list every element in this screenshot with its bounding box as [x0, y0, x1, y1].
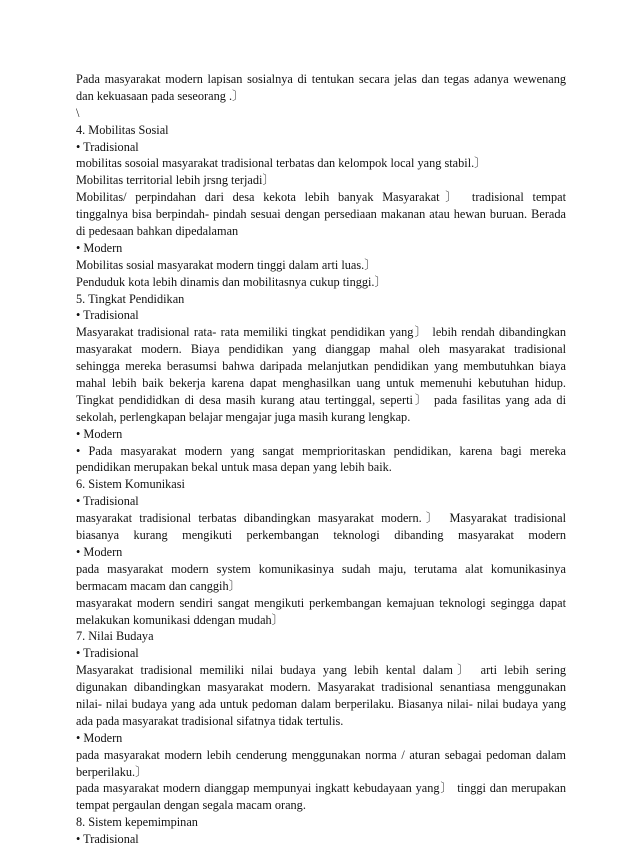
text-line: bermacam macam dan canggih〕 — [76, 578, 241, 593]
text-line: mobilitas sosoial masyarakat tradisional terbatas dan kelompok local yang stabil.〕 — [76, 156, 487, 171]
bullet-item: • Pada masyarakat modern yang sangat memprioritaskan pendidikan, karena bagi mereka — [76, 443, 566, 458]
text-line: mahal lebih baik bekerja karena dapat menghasilkan uang untuk memenuhi kebutuhan hidup. — [76, 376, 566, 391]
text-line: sekolah, perlengkapan belajar mengajar juga masih kurang lengkap. — [76, 409, 411, 424]
text-line: tempat pergaulan dengan segala macam orang. — [76, 798, 306, 813]
text-line: pada masyarakat modern lebih cenderung menggunakan norma / aturan sebagai pedoman dalam — [76, 747, 566, 762]
section-heading: 4. Mobilitas Sosial — [76, 122, 169, 137]
text-line: masyarakat modern. Biaya pendidikan yang dianggap mahal oleh masyarakat tradisional — [76, 342, 566, 357]
document-page — [76, 71, 566, 848]
text-line: sehingga mereka berasumsi bahwa daripada melanjutkan pendidikan yang membutuhkan biaya — [76, 359, 566, 374]
bullet-item: • Modern — [76, 426, 123, 441]
bullet-item: • Modern — [76, 730, 123, 745]
text-line: masyarakat tradisional terbatas dibandingkan masyarakat modern.〕 Masyarakat tradisional — [76, 511, 566, 526]
section-heading: 7. Nilai Budaya — [76, 629, 154, 644]
text-line: \ — [76, 105, 80, 120]
text-line: masyarakat modern sendiri sangat mengikuti perkembangan kemajuan teknologi segingga dapat — [76, 595, 566, 610]
bullet-item: • Tradisional — [76, 832, 139, 847]
text-line: berperilaku.〕 — [76, 764, 148, 779]
bullet-item: • Tradisional — [76, 308, 139, 323]
text-line: Penduduk kota lebih dinamis dan mobilitasnya cukup tinggi.〕 — [76, 274, 387, 289]
text-line: Mobilitas sosial masyarakat modern tinggi dalam arti luas.〕 — [76, 257, 377, 272]
section-heading: 6. Sistem Komunikasi — [76, 477, 185, 492]
text-line: tinggalnya bisa berpindah- pindah sesuai dengan persediaan makanan atau hewan buruan. Berada — [76, 207, 566, 222]
text-line: pada masyarakat modern dianggap mempunyai ingkatt kebudayaan yang〕 tinggi dan merupakan — [76, 781, 566, 796]
text-line: Masyarakat tradisional memiliki nilai budaya yang lebih kental dalam〕 arti lebih sering — [76, 663, 566, 678]
text-line: dan kekuasaan pada seseorang .〕 — [76, 88, 245, 103]
text-line: Mobilitas territorial lebih jrsng terjadi〕 — [76, 173, 275, 188]
bullet-item: • Modern — [76, 544, 123, 559]
text-line: di pedesaan bahkan dipedalaman — [76, 224, 239, 239]
text-line: Mobilitas/ perpindahan dari desa kekota lebih banyak Masyarakat〕 tradisional tempat — [76, 190, 566, 205]
text-line: melakukan komunikasi ddengan mudah〕 — [76, 612, 284, 627]
section-heading: 5. Tingkat Pendidikan — [76, 291, 185, 306]
text-line: Tingkat pendididkan di desa masih kurang atau tertinggal, seperti〕 pada fasilitas yang ada di — [76, 392, 566, 407]
text-line: digunakan dibandingkan masyarakat modern. Masyarakat tradisional senantiasa menggunakan — [76, 680, 566, 695]
section-heading: 8. Sistem kepemimpinan — [76, 815, 198, 830]
bullet-item: • Tradisional — [76, 646, 139, 661]
text-line: pendidikan merupakan bekal untuk masa depan yang lebih baik. — [76, 460, 392, 475]
text-line: pada masyarakat modern system komunikasinya sudah maju, terutama alat komunikasinya — [76, 561, 566, 576]
text-line: Pada masyarakat modern lapisan sosialnya di tentukan secara jelas dan tegas adanya wewenang — [76, 72, 566, 86]
bullet-item: • Modern — [76, 240, 123, 255]
text-line: Masyarakat tradisional rata- rata memiliki tingkat pendidikan yang〕 lebih rendah dibandingkan — [76, 325, 566, 340]
text-line: ada pada masyarakat tradisional sifatnya tidak tertulis. — [76, 713, 344, 728]
bullet-item: • Tradisional — [76, 139, 139, 154]
bullet-item: • Tradisional — [76, 494, 139, 509]
text-line: biasanya kurang mengikuti perkembangan teknologi dibanding masyarakat modern — [76, 528, 566, 543]
text-line: nilai- nilai budaya yang ada untuk pedoman dalam berperilaku. Biasanya nilai- nilai budaya yang — [76, 696, 566, 711]
